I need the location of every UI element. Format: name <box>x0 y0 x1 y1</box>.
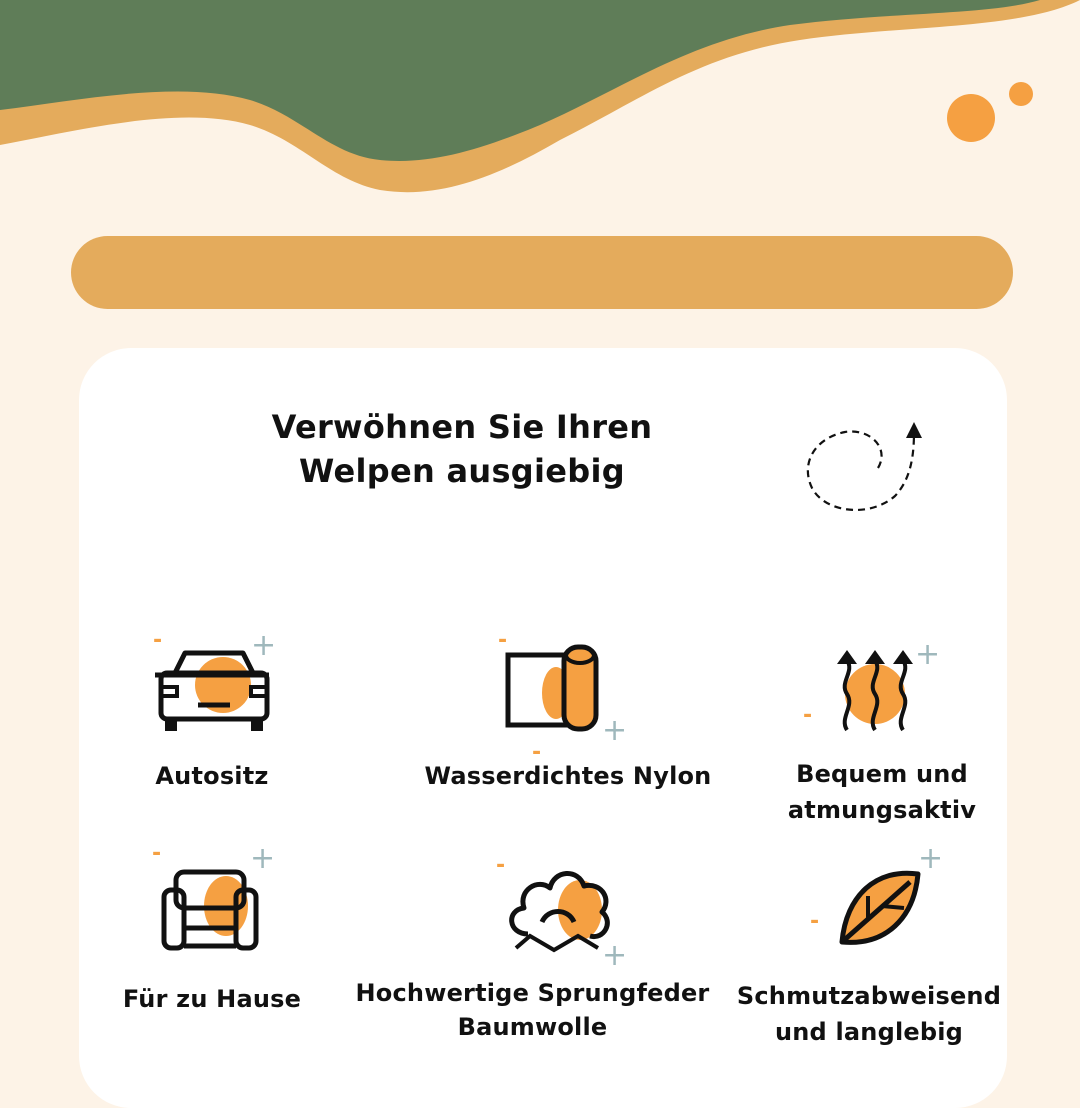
cotton-icon <box>494 850 634 980</box>
svg-text:+: + <box>250 841 276 876</box>
svg-text:+: + <box>602 713 628 748</box>
leaf-icon <box>806 838 946 968</box>
svg-text:-: - <box>153 628 163 653</box>
svg-text:-: - <box>532 740 542 755</box>
svg-text:-: - <box>498 628 508 653</box>
svg-text:-: - <box>496 853 506 878</box>
svg-text:+: + <box>602 938 628 973</box>
feature-label-nylon: Wasserdichtes Nylon <box>424 762 712 790</box>
svg-text:-: - <box>810 909 820 934</box>
headline: Verwöhnen Sie Ihren Welpen ausgiebig <box>271 408 653 490</box>
svg-text:+: + <box>915 637 941 672</box>
feature-label-autositz: Autositz <box>155 762 269 790</box>
orange-dot-small <box>1009 82 1033 106</box>
feature-label-schmutz: Schmutzabweisend und langlebig <box>736 982 1002 1046</box>
svg-text:-: - <box>803 703 813 728</box>
feature-label-baumwolle: Hochwertige Sprungfeder Baumwolle <box>355 979 710 1041</box>
breathable-arrows-icon <box>803 632 943 762</box>
top-wave-decoration <box>0 0 1080 230</box>
orange-dot-large <box>947 94 995 142</box>
svg-text:+: + <box>251 628 277 663</box>
feature-label-zuhause: Für zu Hause <box>122 985 302 1013</box>
car-icon <box>143 625 283 755</box>
feature-label-bequem: Bequem und atmungsaktiv <box>787 760 977 824</box>
swirl-arrow-icon <box>800 418 930 524</box>
svg-text:-: - <box>152 841 162 866</box>
armchair-icon <box>142 838 282 968</box>
svg-text:+: + <box>918 841 944 876</box>
title-banner <box>71 236 1013 309</box>
nylon-roll-icon <box>494 625 634 755</box>
